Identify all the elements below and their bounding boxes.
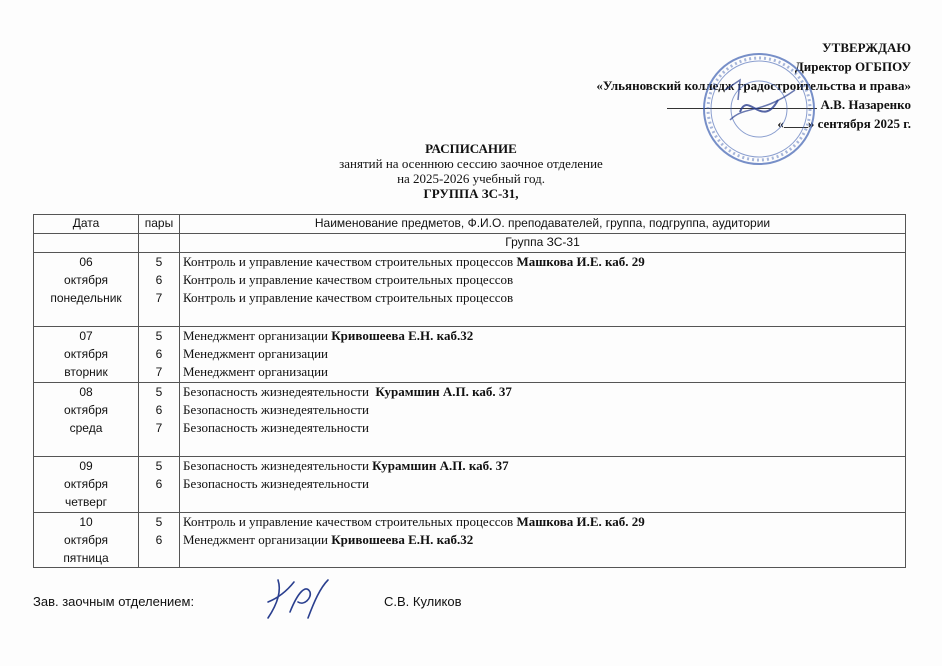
date-month: октября xyxy=(64,347,108,361)
subject-name: Безопасность жизнедеятельности xyxy=(183,458,373,473)
approval-signatory: А.В. Назаренко xyxy=(820,97,911,112)
handwritten-signature-icon xyxy=(258,572,332,624)
date-cell xyxy=(34,327,139,383)
lesson-line xyxy=(183,401,902,419)
lesson-line xyxy=(183,419,902,437)
teacher-room: Кривошеева Е.Н. каб.32 xyxy=(331,532,474,547)
subjects-cell xyxy=(180,513,906,568)
table-row xyxy=(34,327,906,383)
date-weekday: понедельник xyxy=(50,291,122,305)
pair-number: 5 xyxy=(155,459,163,473)
lesson-line xyxy=(183,457,902,475)
group-header: Группа ЗС-31 xyxy=(180,234,906,253)
subject-name: Контроль и управление качеством строительных процессов xyxy=(183,514,517,529)
pair-number: 7 xyxy=(155,421,163,435)
subjects-cell xyxy=(180,253,906,327)
lesson-line xyxy=(183,475,902,493)
pair-number: 6 xyxy=(155,533,163,547)
schedule-table xyxy=(33,214,906,568)
subject-name: Менеджмент организации xyxy=(183,328,332,343)
pair-number: 5 xyxy=(155,255,163,269)
pair-number: 5 xyxy=(155,385,163,399)
pair-number: 6 xyxy=(155,403,163,417)
subject-name: Безопасность жизнедеятельности xyxy=(183,384,376,399)
lesson-line xyxy=(183,513,902,531)
teacher-room: Курамшин А.П. каб. 37 xyxy=(375,384,512,399)
group-header-empty-date xyxy=(34,234,139,253)
date-cell xyxy=(34,253,139,327)
group-header-row xyxy=(34,234,906,253)
date-day: 08 xyxy=(79,385,93,399)
teacher-room: Курамшин А.П. каб. 37 xyxy=(372,458,509,473)
date-day: 07 xyxy=(79,329,93,343)
subject-name: Контроль и управление качеством строительных процессов xyxy=(183,290,514,305)
date-weekday: четверг xyxy=(65,495,107,509)
lesson-line xyxy=(183,327,902,345)
subjects-cell xyxy=(180,327,906,383)
date-weekday: вторник xyxy=(64,365,108,379)
pair-number: 6 xyxy=(155,273,163,287)
date-month: октября xyxy=(64,533,108,547)
header-pairs: пары xyxy=(139,215,180,234)
pairs-cell xyxy=(139,513,180,568)
lesson-line xyxy=(183,345,902,363)
schedule-subtitle: занятий на осеннюю сессию заочное отделение xyxy=(339,156,603,171)
lesson-line xyxy=(183,383,902,401)
date-cell xyxy=(34,383,139,457)
pairs-cell xyxy=(139,383,180,457)
date-weekday: пятница xyxy=(63,551,109,565)
header-date: Дата xyxy=(34,215,139,234)
pair-number: 6 xyxy=(155,347,163,361)
subject-name: Менеджмент организации xyxy=(183,532,332,547)
group-header-empty-pair xyxy=(139,234,180,253)
lesson-line xyxy=(183,253,902,271)
date-weekday: среда xyxy=(69,421,103,435)
pair-number: 5 xyxy=(155,515,163,529)
date-day: 10 xyxy=(79,515,93,529)
date-cell xyxy=(34,457,139,513)
approval-organization: «Ульяновский колледж градостроительства и права» xyxy=(596,78,911,93)
teacher-room: Кривошеева Е.Н. каб.32 xyxy=(331,328,474,343)
teacher-room: Машкова И.Е. каб. 29 xyxy=(516,514,645,529)
pairs-cell xyxy=(139,327,180,383)
subject-name: Безопасность жизнедеятельности xyxy=(183,476,369,491)
schedule-title: РАСПИСАНИЕ xyxy=(425,141,517,156)
lesson-line xyxy=(183,531,902,549)
pair-number: 7 xyxy=(155,365,163,379)
subject-name: Безопасность жизнедеятельности xyxy=(183,420,369,435)
date-month: октября xyxy=(64,273,108,287)
subject-name: Контроль и управление качеством строительных процессов xyxy=(183,254,517,269)
subject-name: Контроль и управление качеством строительных процессов xyxy=(183,272,514,287)
header-subjects: Наименование предметов, Ф.И.О. преподавателей, группа, подгруппа, аудитории xyxy=(180,215,906,234)
subjects-cell xyxy=(180,383,906,457)
pair-number: 6 xyxy=(155,477,163,491)
lesson-line xyxy=(183,271,902,289)
approval-date-open: « xyxy=(777,116,784,131)
table-row xyxy=(34,383,906,457)
footer-position: Зав. заочным отделением: xyxy=(33,594,195,609)
table-header-row xyxy=(34,215,906,234)
pair-number: 7 xyxy=(155,291,163,305)
table-row xyxy=(34,513,906,568)
date-month: октября xyxy=(64,477,108,491)
schedule-group: ГРУППА ЗС-31, xyxy=(423,186,519,201)
lesson-line xyxy=(183,363,902,381)
schedule-heading xyxy=(0,141,942,201)
approval-date-rest: » сентября 2025 г. xyxy=(807,116,911,131)
date-cell xyxy=(34,513,139,568)
date-day: 06 xyxy=(79,255,93,269)
subjects-cell xyxy=(180,457,906,513)
date-day: 09 xyxy=(79,459,93,473)
pairs-cell xyxy=(139,253,180,327)
approval-heading: УТВЕРЖДАЮ xyxy=(822,40,911,55)
pair-number: 5 xyxy=(155,329,163,343)
lesson-line xyxy=(183,289,902,307)
table-row xyxy=(34,457,906,513)
footer-name: С.В. Куликов xyxy=(384,594,462,609)
subject-name: Менеджмент организации xyxy=(183,346,328,361)
subject-name: Безопасность жизнедеятельности xyxy=(183,402,369,417)
approval-position: Директор ОГБПОУ xyxy=(794,59,911,74)
subject-name: Менеджмент организации xyxy=(183,364,328,379)
table-row xyxy=(34,253,906,327)
date-month: октября xyxy=(64,403,108,417)
teacher-room: Машкова И.Е. каб. 29 xyxy=(516,254,645,269)
schedule-year: на 2025-2026 учебный год. xyxy=(397,171,545,186)
pairs-cell xyxy=(139,457,180,513)
